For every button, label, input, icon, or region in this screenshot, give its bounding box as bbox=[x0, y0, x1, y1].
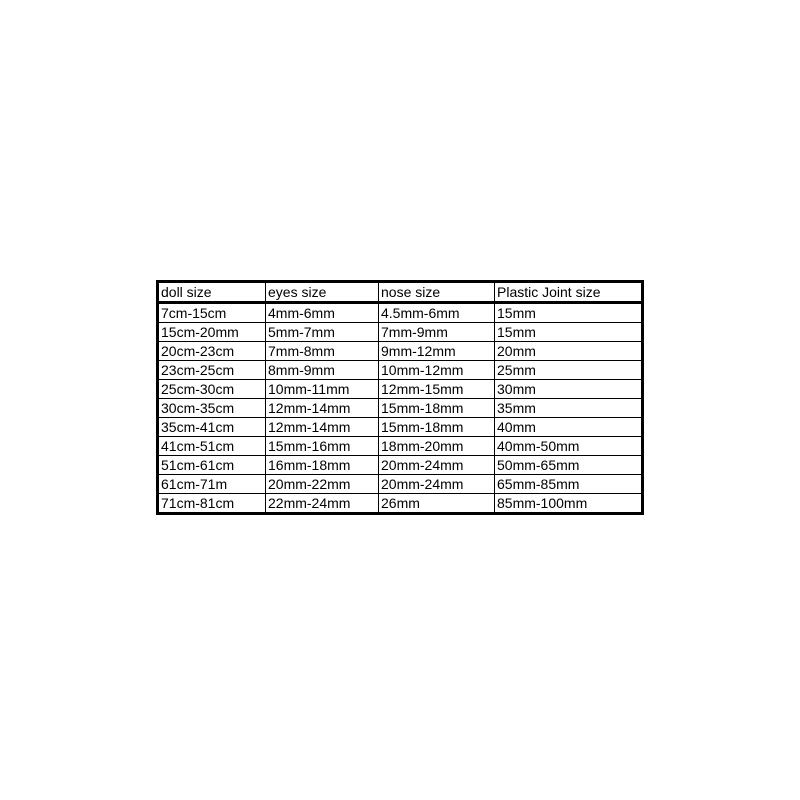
plastic-joint-size-cell: 50mm-65mm bbox=[495, 456, 643, 475]
header-row bbox=[158, 282, 643, 303]
plastic-joint-size-cell: 85mm-100mm bbox=[495, 494, 643, 514]
nose-size-cell: 18mm-20mm bbox=[379, 437, 495, 456]
eyes-size-cell: 22mm-24mm bbox=[266, 494, 379, 514]
doll-size-cell: 7cm-15cm bbox=[158, 303, 266, 323]
header-nose-size: nose size bbox=[379, 282, 495, 303]
eyes-size-cell: 10mm-11mm bbox=[266, 380, 379, 399]
table-header bbox=[158, 282, 643, 303]
plastic-joint-size-cell: 15mm bbox=[495, 303, 643, 323]
table-row bbox=[158, 303, 643, 323]
table-row bbox=[158, 437, 643, 456]
header-doll-size: doll size bbox=[158, 282, 266, 303]
doll-size-cell: 30cm-35cm bbox=[158, 399, 266, 418]
nose-size-cell: 20mm-24mm bbox=[379, 456, 495, 475]
table-row bbox=[158, 342, 643, 361]
plastic-joint-size-cell: 40mm-50mm bbox=[495, 437, 643, 456]
eyes-size-cell: 8mm-9mm bbox=[266, 361, 379, 380]
eyes-size-cell: 20mm-22mm bbox=[266, 475, 379, 494]
table-row bbox=[158, 456, 643, 475]
nose-size-cell: 26mm bbox=[379, 494, 495, 514]
table-row bbox=[158, 323, 643, 342]
eyes-size-cell: 5mm-7mm bbox=[266, 323, 379, 342]
plastic-joint-size-cell: 40mm bbox=[495, 418, 643, 437]
eyes-size-cell: 12mm-14mm bbox=[266, 418, 379, 437]
header-plastic-joint-size: Plastic Joint size bbox=[495, 282, 643, 303]
eyes-size-cell: 4mm-6mm bbox=[266, 303, 379, 323]
doll-size-cell: 20cm-23cm bbox=[158, 342, 266, 361]
plastic-joint-size-cell: 65mm-85mm bbox=[495, 475, 643, 494]
table-row bbox=[158, 399, 643, 418]
doll-size-cell: 71cm-81cm bbox=[158, 494, 266, 514]
nose-size-cell: 12mm-15mm bbox=[379, 380, 495, 399]
eyes-size-cell: 15mm-16mm bbox=[266, 437, 379, 456]
eyes-size-cell: 7mm-8mm bbox=[266, 342, 379, 361]
plastic-joint-size-cell: 35mm bbox=[495, 399, 643, 418]
doll-size-cell: 61cm-71m bbox=[158, 475, 266, 494]
table-row bbox=[158, 361, 643, 380]
header-eyes-size: eyes size bbox=[266, 282, 379, 303]
table-row bbox=[158, 418, 643, 437]
eyes-size-cell: 16mm-18mm bbox=[266, 456, 379, 475]
nose-size-cell: 9mm-12mm bbox=[379, 342, 495, 361]
size-chart-table bbox=[156, 280, 644, 515]
nose-size-cell: 20mm-24mm bbox=[379, 475, 495, 494]
table-row bbox=[158, 380, 643, 399]
table-row bbox=[158, 475, 643, 494]
doll-size-cell: 25cm-30cm bbox=[158, 380, 266, 399]
nose-size-cell: 7mm-9mm bbox=[379, 323, 495, 342]
plastic-joint-size-cell: 15mm bbox=[495, 323, 643, 342]
doll-size-cell: 51cm-61cm bbox=[158, 456, 266, 475]
nose-size-cell: 15mm-18mm bbox=[379, 399, 495, 418]
plastic-joint-size-cell: 30mm bbox=[495, 380, 643, 399]
doll-size-cell: 23cm-25cm bbox=[158, 361, 266, 380]
plastic-joint-size-cell: 20mm bbox=[495, 342, 643, 361]
plastic-joint-size-cell: 25mm bbox=[495, 361, 643, 380]
nose-size-cell: 4.5mm-6mm bbox=[379, 303, 495, 323]
doll-size-cell: 35cm-41cm bbox=[158, 418, 266, 437]
doll-size-cell: 15cm-20mm bbox=[158, 323, 266, 342]
table-row bbox=[158, 494, 643, 514]
eyes-size-cell: 12mm-14mm bbox=[266, 399, 379, 418]
nose-size-cell: 15mm-18mm bbox=[379, 418, 495, 437]
nose-size-cell: 10mm-12mm bbox=[379, 361, 495, 380]
table-body bbox=[158, 303, 643, 514]
doll-size-cell: 41cm-51cm bbox=[158, 437, 266, 456]
